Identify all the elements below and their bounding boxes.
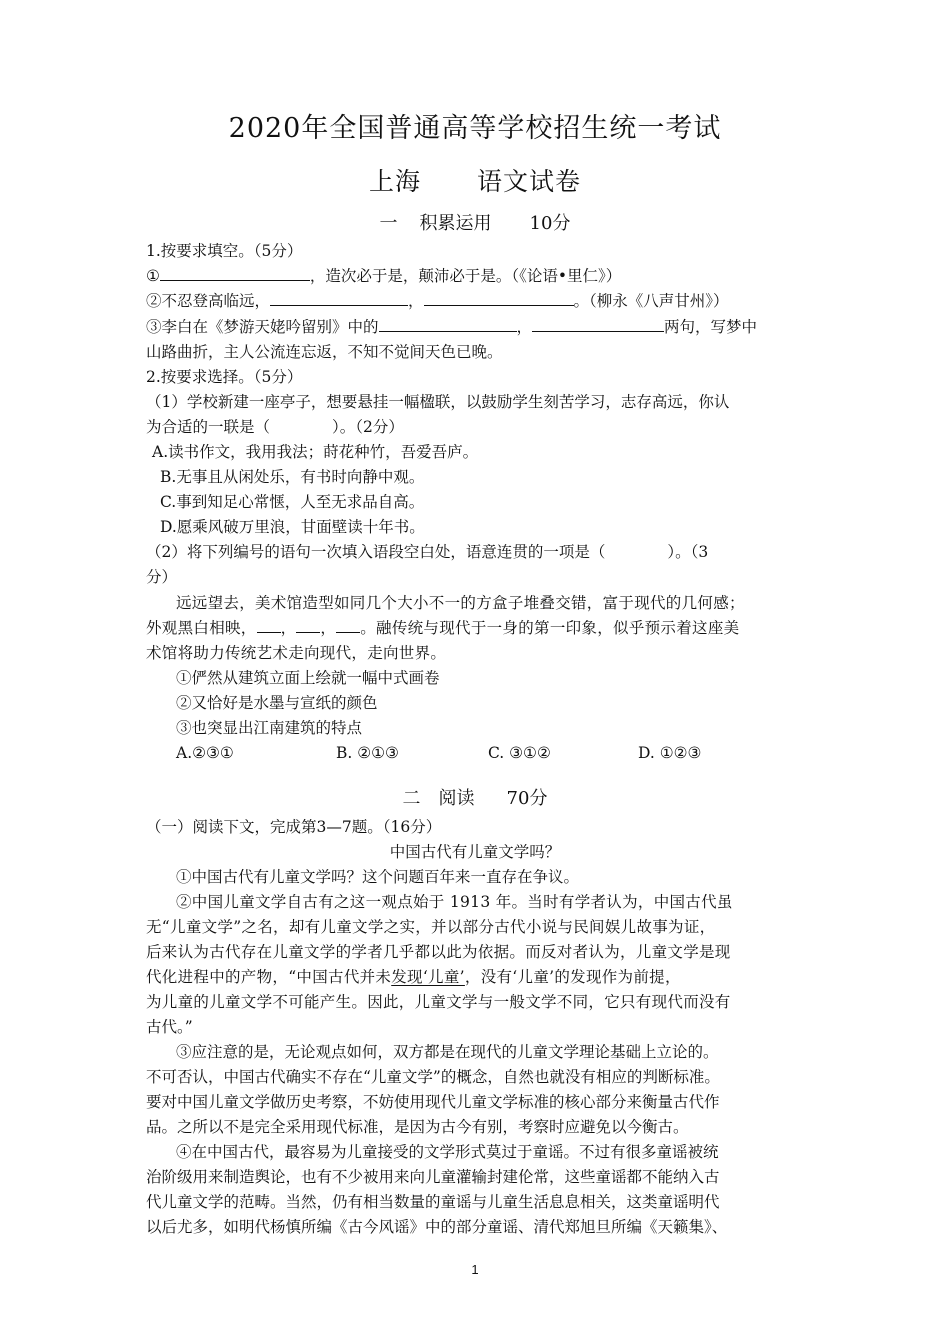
item-number: ① bbox=[146, 267, 160, 285]
q1-line3 bbox=[146, 316, 757, 338]
article-para2-line bbox=[146, 966, 681, 988]
exam-subtitle bbox=[0, 166, 950, 198]
q2-p2-option-b[interactable]: B. ②①③ bbox=[336, 744, 399, 762]
q2-part1-line2: 为合适的一联是（ ）。（2分） bbox=[146, 418, 404, 436]
article-para4-line: ④在中国古代，最容易为儿童接受的文学形式莫过于童谣。不过有很多童谣被统 bbox=[176, 1143, 719, 1161]
answer-blank[interactable] bbox=[532, 316, 664, 332]
article-para4-line: 治阶级用来制造舆论，也有不少被用来向儿童灌输封建伦常，这些童谣都不能纳入古 bbox=[146, 1168, 720, 1186]
q1-line2 bbox=[146, 290, 729, 312]
comma: ， bbox=[280, 619, 297, 637]
sentence-1: ①俨然从建筑立面上绘就一幅中式画卷 bbox=[176, 669, 440, 687]
exam-subject: 语文试卷 bbox=[477, 167, 582, 196]
q1-line1 bbox=[146, 265, 621, 287]
answer-blank[interactable] bbox=[379, 316, 517, 332]
article-para2-line: 为儿童的儿童文学不可能产生。因此，儿童文学与一般文学不同，它只有现代而没有 bbox=[146, 993, 731, 1011]
section-heading-2 bbox=[0, 787, 950, 811]
answer-blank[interactable] bbox=[296, 617, 320, 633]
q2-option-c[interactable]: C.事到知足心常惬，人至无求品自高。 bbox=[160, 493, 425, 511]
article-para4-line: 以后尤多，如明代杨慎所编《古今风谣》中的部分童谣、清代郑旭旦所编《天籁集》、 bbox=[146, 1218, 728, 1236]
article-para3-line: 要对中国儿童文学做历史考察，不妨使用现代儿童文学标准的核心部分来衡量古代作 bbox=[146, 1093, 720, 1111]
reading1-intro: （一）阅读下文，完成第3—7题。（16分） bbox=[146, 818, 442, 836]
section-name: 阅读 bbox=[438, 788, 475, 809]
page-number: 1 bbox=[471, 1262, 479, 1277]
article-text: 代化进程中的产物，“中国古代并未 bbox=[146, 968, 392, 986]
article-text: ，没有‘儿童’的发现作为前提， bbox=[464, 968, 681, 986]
section-number: 二 bbox=[402, 788, 421, 809]
answer-blank[interactable] bbox=[160, 265, 310, 281]
article-para2-line: ②中国儿童文学自古有之这一观点始于 1913 年。当时有学者认为，中国古代虽 bbox=[176, 893, 733, 911]
q2-part2-line1: （2）将下列编号的语句一次填入语段空白处，语意连贯的一项是（ ）。（3 bbox=[146, 543, 709, 561]
section-name: 积累运用 bbox=[419, 213, 492, 234]
answer-blank[interactable] bbox=[424, 290, 574, 306]
passage-text: 。融传统与现代于一身的第一印象，似乎预示着这座美 bbox=[360, 619, 740, 637]
passage-text: 外观黑白相映， bbox=[146, 619, 257, 637]
sentence-2: ②又恰好是水墨与宣纸的颜色 bbox=[176, 694, 378, 712]
section-number: 一 bbox=[379, 213, 398, 234]
q2-stem: 2.按要求选择。（5分） bbox=[146, 368, 303, 386]
article-para4-line: 代儿童文学的范畴。当然，仍有相当数量的童谣与儿童生活息息相关，这类童谣明代 bbox=[146, 1193, 720, 1211]
article-para2-line: 后来认为古代存在儿童文学的学者几乎都以此为依据。而反对者认为，儿童文学是现 bbox=[146, 943, 731, 961]
q2-part2-options bbox=[176, 742, 701, 764]
q1-line3-end: 两句，写梦中 bbox=[664, 318, 758, 336]
q1-line1-text: ，造次必于是，颠沛必于是。（《论语•里仁》） bbox=[309, 267, 622, 285]
q1-line3-text: ③李白在《梦游天姥吟留别》中的 bbox=[146, 318, 379, 336]
q1-line2-source: 。（柳永《八声甘州》） bbox=[573, 292, 729, 310]
q1-line2-text: ②不忍登高临远， bbox=[146, 292, 271, 310]
comma: ， bbox=[516, 318, 533, 336]
section-heading-1 bbox=[0, 212, 950, 236]
passage-line1: 远远望去，美术馆造型如同几个大小不一的方盒子堆叠交错，富于现代的几何感； bbox=[176, 594, 745, 612]
answer-blank[interactable] bbox=[257, 617, 281, 633]
article-para2-line: 无“儿童文学”之名，却有儿童文学之实，并以部分古代小说与民间娱儿故事为证， bbox=[146, 918, 716, 936]
exam-region: 上海 bbox=[368, 167, 421, 196]
passage-line2 bbox=[146, 617, 739, 639]
article-para3-line: 品。之所以不是完全采用现代标准，是因为古今有别，考察时应避免以今衡古。 bbox=[146, 1118, 689, 1136]
comma: ， bbox=[320, 619, 337, 637]
answer-blank[interactable] bbox=[270, 290, 408, 306]
q2-part1-line1: （1）学校新建一座亭子，想要悬挂一幅楹联，以鼓励学生刻苦学习，志存高远，你认 bbox=[146, 393, 730, 411]
article-para3-line: 不可否认，中国古代确实不存在“儿童文学”的概念，自然也就没有相应的判断标准。 bbox=[146, 1068, 720, 1086]
sentence-3: ③也突显出江南建筑的特点 bbox=[176, 719, 363, 737]
q2-option-b[interactable]: B.无事且从闲处乐，有书时向静中观。 bbox=[160, 468, 425, 486]
underlined-phrase: 发现‘儿童’ bbox=[391, 968, 465, 986]
q2-part2-line2: 分） bbox=[146, 568, 178, 586]
q1-stem: 1.按要求填空。（5分） bbox=[146, 242, 303, 260]
section-score: 70分 bbox=[506, 788, 548, 809]
passage-line3: 术馆将助力传统艺术走向现代，走向世界。 bbox=[146, 644, 447, 662]
q2-option-d[interactable]: D.愿乘风破万里浪，甘面壁读十年书。 bbox=[160, 518, 425, 536]
article-title: 中国古代有儿童文学吗？ bbox=[389, 843, 561, 861]
article-para2-line: 古代。” bbox=[146, 1018, 193, 1036]
article-para1: ①中国古代有儿童文学吗？这个问题百年来一直存在争议。 bbox=[176, 868, 580, 886]
q2-option-a[interactable]: A.读书作文，我用我法；莳花种竹，吾爱吾庐。 bbox=[152, 443, 479, 461]
article-para3-line: ③应注意的是，无论观点如何，双方都是在现代的儿童文学理论基础上立论的。 bbox=[176, 1043, 719, 1061]
answer-blank[interactable] bbox=[336, 617, 360, 633]
q2-p2-option-c[interactable]: C. ③①② bbox=[488, 744, 551, 762]
exam-title: 2020年全国普通高等学校招生统一考试 bbox=[228, 113, 722, 144]
q2-p2-option-d[interactable]: D. ①②③ bbox=[638, 744, 702, 762]
comma: ， bbox=[408, 292, 424, 310]
section-score: 10分 bbox=[529, 213, 571, 234]
q1-line3-cont: 山路曲折，主人公流连忘返，不知不觉间天色已晚。 bbox=[146, 343, 503, 361]
q2-p2-option-a[interactable]: A.②③① bbox=[176, 744, 234, 762]
